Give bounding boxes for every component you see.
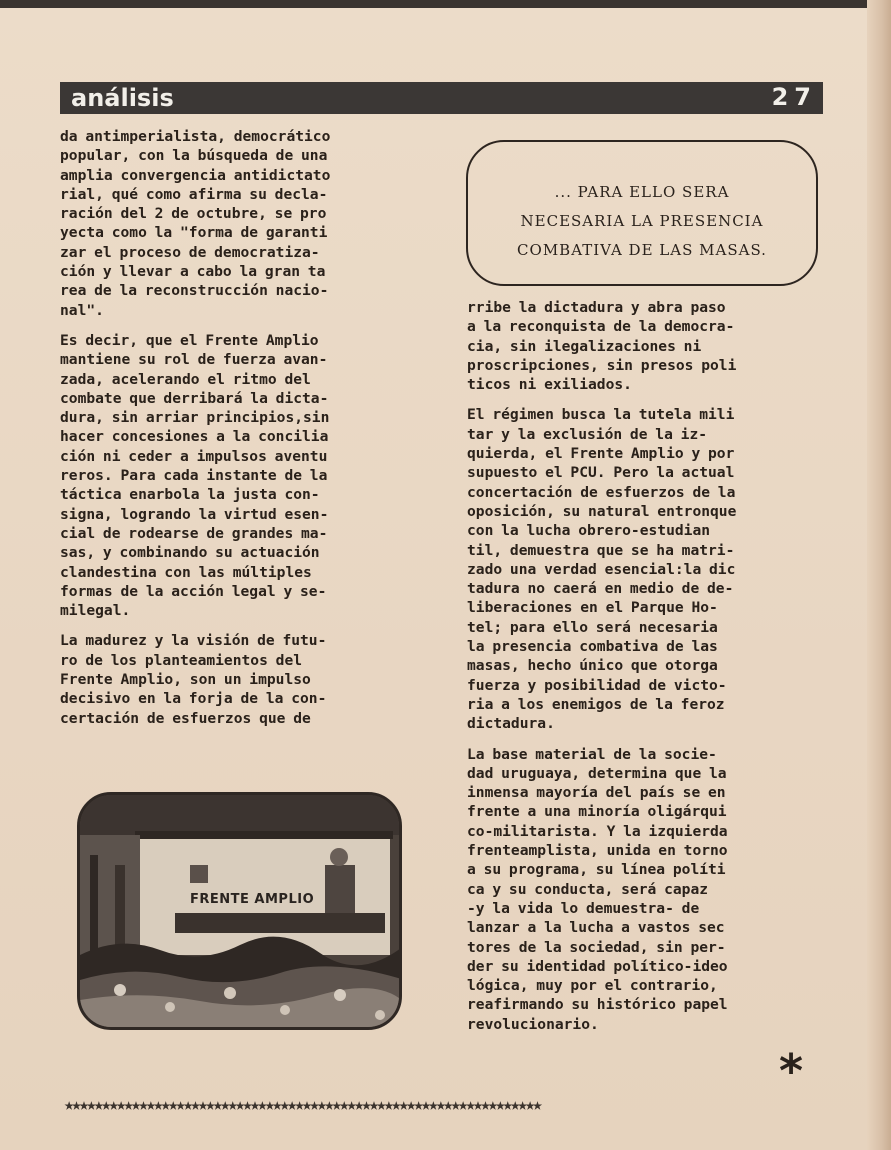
paragraph: La base material de la socie- dad uruguaya, determina que la inmensa mayoría del país se en frente a una minoría oligárqui co-militarista. Y la izquierda frenteamplista, unida en torno a su programa, su línea políti ca y su conducta, será capaz -y la vida lo demuestra- de lanzar a la lucha a vastos sec tores de la sociedad, sin per- der su identidad político-ideo lógica, muy por el contrario, reafirmando su histórico papel revolucionario. [467,745,728,1033]
pull-quote-text: ... PARA ELLO SERA NECESARIA LA PRESENCIA COMBATIVA DE LAS MASAS. [517,183,767,259]
section-header-bar [60,82,823,114]
page-number: 27 [771,83,817,111]
pull-quote-box [466,140,818,286]
page-top-edge [0,0,891,8]
rally-photo [77,792,402,1030]
left-column [60,127,424,739]
paragraph: Es decir, que el Frente Amplio mantiene su rol de fuerza avan- zada, acelerando el ritmo del combate que derribará la dicta- dura, sin arriar principios,sin hacer concesiones a la concilia ción ni ceder a impulsos aventu reros. Para cada instante de la táctica enarbola la justa con- signa, logrando la virtud esen- cial de rodearse de grandes ma- sas, y combinando su actuación clandestina con las múltiples formas de la acción legal y se- milegal. [60,331,330,620]
right-column [467,298,830,1045]
rally-photo-image [80,795,402,1030]
paragraph: rribe la dictadura y abra paso a la reconquista de la democra- cia, sin ilegalizaciones ni proscripciones, sin presos poli ticos ni exiliados. [467,299,737,394]
end-of-article-asterisk: * [779,1044,804,1098]
paragraph: La madurez y la visión de futu- ro de los planteamientos del Frente Amplio, son un impulso decisivo en la forja de la con- certación de esfuerzos que de [60,632,327,727]
page-right-edge [867,0,891,1150]
photo-banner-text: FRENTE AMPLIO [190,892,315,907]
paragraph: da antimperialista, democrático popular, con la búsqueda de una amplia convergencia antidictato rial, qué como afirma su decla- ración del 2 de octubre, se pro yecta como la "forma de garanti zar el proceso de democratiza- ción y llevar a cabo la gran ta rea de la reconstrucción nacio- nal". [60,128,331,319]
section-title: análisis [71,84,174,112]
paragraph: El régimen busca la tutela mili tar y la exclusión de la iz- quierda, el Frente Amplio y por supuesto el PCU. Pero la actual concertación de esfuerzos de la oposición, su natural entronque con la lucha obrero-estudian til, demuestra que se ha matri- zado una verdad esencial:la dic tadura no caerá en medio de de- liberaciones en el Parque Ho- tel; para ello será necesaria la presencia combativa de las masas, hecho único que otorga fuerza y posibilidad de victo- ria a los enemigos de la feroz dictadura. [467,406,737,733]
star-divider-rule: ★★★★★★★★★★★★★★★★★★★★★★★★★★★★★★★★★★★★★★★★★★★★★★★★★★★★★★★★★★★★★★★★ [64,1095,540,1115]
